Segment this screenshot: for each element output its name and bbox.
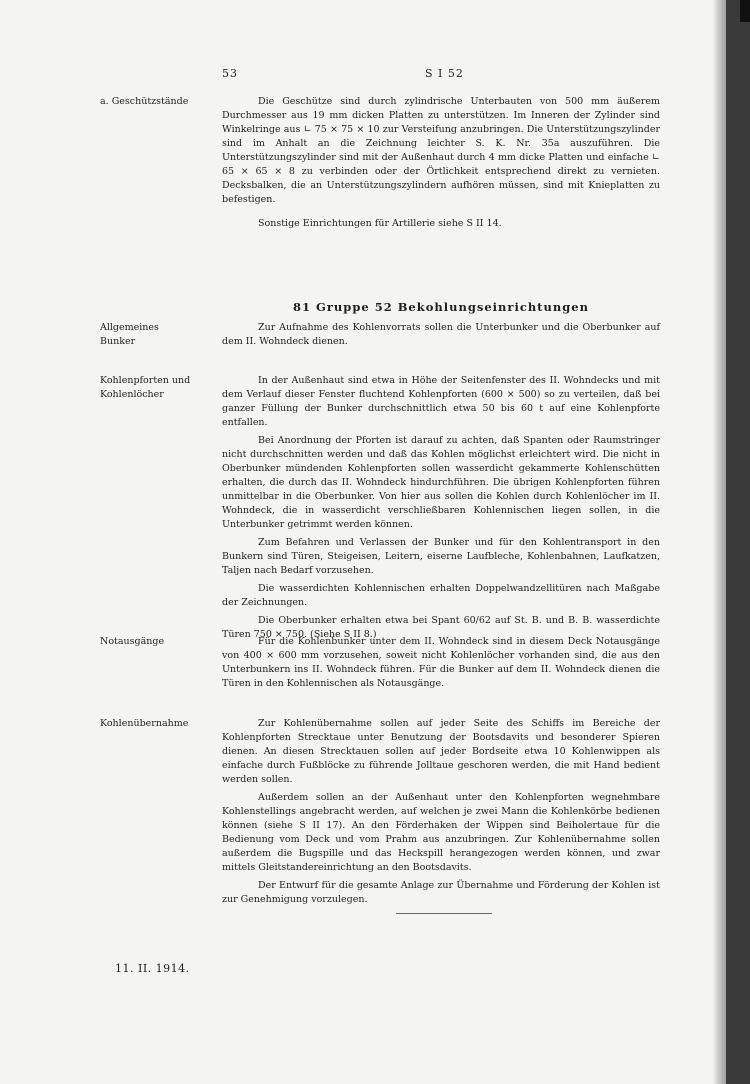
- side-label-text: Notausgänge: [100, 636, 165, 647]
- side-label-text: Kohlenübernahme: [100, 718, 189, 729]
- closing-rule: [396, 913, 492, 914]
- side-label-kohlenpforten: [100, 374, 220, 402]
- paragraph: Die Oberbunker erhalten etwa bei Spant 60/62 auf St. B. und B. B. wasserdichte Türen 750 × 750. (Siehe S II 8.): [222, 615, 660, 640]
- paragraph: Für die Kohlenbunker unter dem II. Wohndeck sind in diesem Deck Notausgänge von 400 × 600 mm vorzusehen, soweit nicht Kohlenlöcher vorhanden sind, die aus den Unterbunkern ins II. Wohndeck führen. Für die Bunker auf dem II. Wohndeck dienen die Türen in den Kohlennischen als Notausgänge.: [222, 636, 660, 689]
- corner-tab: [740, 0, 750, 22]
- page-number: 53: [222, 67, 238, 80]
- paragraph: Sonstige Einrichtungen für Artillerie siehe S II 14.: [258, 218, 502, 229]
- section-kohlenpforten: [222, 374, 660, 646]
- book-spine: [726, 0, 750, 1084]
- side-label-kohlenuebernahme: [100, 717, 220, 731]
- document-date: 11. II. 1914.: [115, 962, 190, 975]
- paragraph: Die Geschütze sind durch zylindrische Unterbauten von 500 mm äußerem Durchmesser aus 19 mm dicken Platten zu unterstützen. Im Inneren der Zylinder sind Winkelringe aus ∟ 75 × 75 × 10 zur Versteifung anzubringen. Die Unterstützungszylinder sind im Anhalt an die Zeichnung leichter S. K. Nr. 35a auszuführen. Die Unterstützungszylinder sind mit der Außenhaut durch 4 mm dicke Platten und einfache ∟ 65 × 65 × 8 zu verbinden oder der Örtlichkeit entsprechend direkt zu vernieten. Decksbalken, die an Unterstützungszylindern aufhören müssen, sind mit Knieplatten zu befestigen.: [222, 96, 660, 205]
- section-heading: 81 Gruppe 52 Bekohlungseinrichtungen: [293, 300, 589, 314]
- side-label-text: a. Geschützstände: [100, 96, 189, 107]
- paragraph: Der Entwurf für die gesamte Anlage zur Übernahme und Förderung der Kohlen ist zur Genehmigung vorzulegen.: [222, 880, 660, 905]
- paragraph: In der Außenhaut sind etwa in Höhe der Seitenfenster des II. Wohndecks und mit dem Verlauf dieser Fenster fluchtend Kohlenpforten (600 × 500) so zu verteilen, daß bei ganzer Füllung der Bunker durchschnittlich etwa 50 bis 60 t auf eine Kohlenpforte entfallen.: [222, 375, 660, 428]
- paragraph: Bei Anordnung der Pforten ist darauf zu achten, daß Spanten oder Raumstringer nicht durchschnitten werden und daß das Kohlen möglichst erleichtert wird. Die nicht in Oberbunker mündenden Kohlenpforten sollen wasserdicht gekammerte Kohlenschütten erhalten, die durch das II. Wohndeck hindurchführen. Die übrigen Kohlenpforten führen unmittelbar in die Oberbunker. Von hier aus sollen die Kohlen durch Kohlenlöcher im II. Wohndeck, die in wasserdicht verschließbaren Kohlennischen liegen sollen, in die Unterbunker getrimmt werden können.: [222, 435, 660, 530]
- paragraph: Zur Kohlenübernahme sollen auf jeder Seite des Schiffs im Bereiche der Kohlenpforten Strecktaue unter Benutzung der Bootsdavits und besonderer Spieren dienen. An diesen Strecktauen sollen auf jeder Bordseite etwa 10 Kohlenwippen als einfache durch Fußblöcke zu führende Jolltaue geschoren werden, die mit Hand bedient werden sollen.: [222, 718, 660, 785]
- section-bunker: [222, 321, 660, 353]
- document-code: S I 52: [425, 67, 464, 80]
- section-notausgaenge: [222, 635, 660, 695]
- side-label-geschuetzstaende: [100, 95, 220, 109]
- section-kohlenuebernahme: [222, 717, 660, 911]
- paragraph: Die wasserdichten Kohlennischen erhalten Doppelwandzellitüren nach Maßgabe der Zeichnungen.: [222, 583, 660, 608]
- paragraph: Zum Befahren und Verlassen der Bunker und für den Kohlentransport in den Bunkern sind Türen, Steigeisen, Leitern, eiserne Laufbleche, Kohlenbahnen, Laufkatzen, Taljen nach Bedarf vorzusehen.: [222, 537, 660, 576]
- side-label-line: Bunker: [100, 336, 136, 347]
- page-edge-shadow: [712, 0, 726, 1084]
- side-label-allgemeines-bunker: [100, 321, 220, 349]
- side-label-line: Kohlenpforten und: [100, 375, 191, 386]
- side-label-line: Allgemeines: [100, 322, 159, 333]
- paragraph: Außerdem sollen an der Außenhaut unter den Kohlenpforten wegnehmbare Kohlenstellings angebracht werden, auf welchen je zwei Mann die Kohlenkörbe bedienen können (siehe S II 17). An den Förderhaken der Wippen sind Beiholertaue für die Bedienung vom Deck und vom Prahm aus anzubringen. Zur Kohlenübernahme sollen außerdem die Bugspille und das Heckspill herangezogen werden können, und zwar mittels Gleitstandereinrichtung an den Bootsdavits.: [222, 792, 660, 873]
- side-label-notausgaenge: [100, 635, 220, 649]
- side-label-line: Kohlenlöcher: [100, 389, 164, 400]
- paragraph: Zur Aufnahme des Kohlenvorrats sollen die Unterbunker und die Oberbunker auf dem II. Wohndeck dienen.: [222, 322, 660, 347]
- section-geschuetzstaende: [222, 95, 660, 235]
